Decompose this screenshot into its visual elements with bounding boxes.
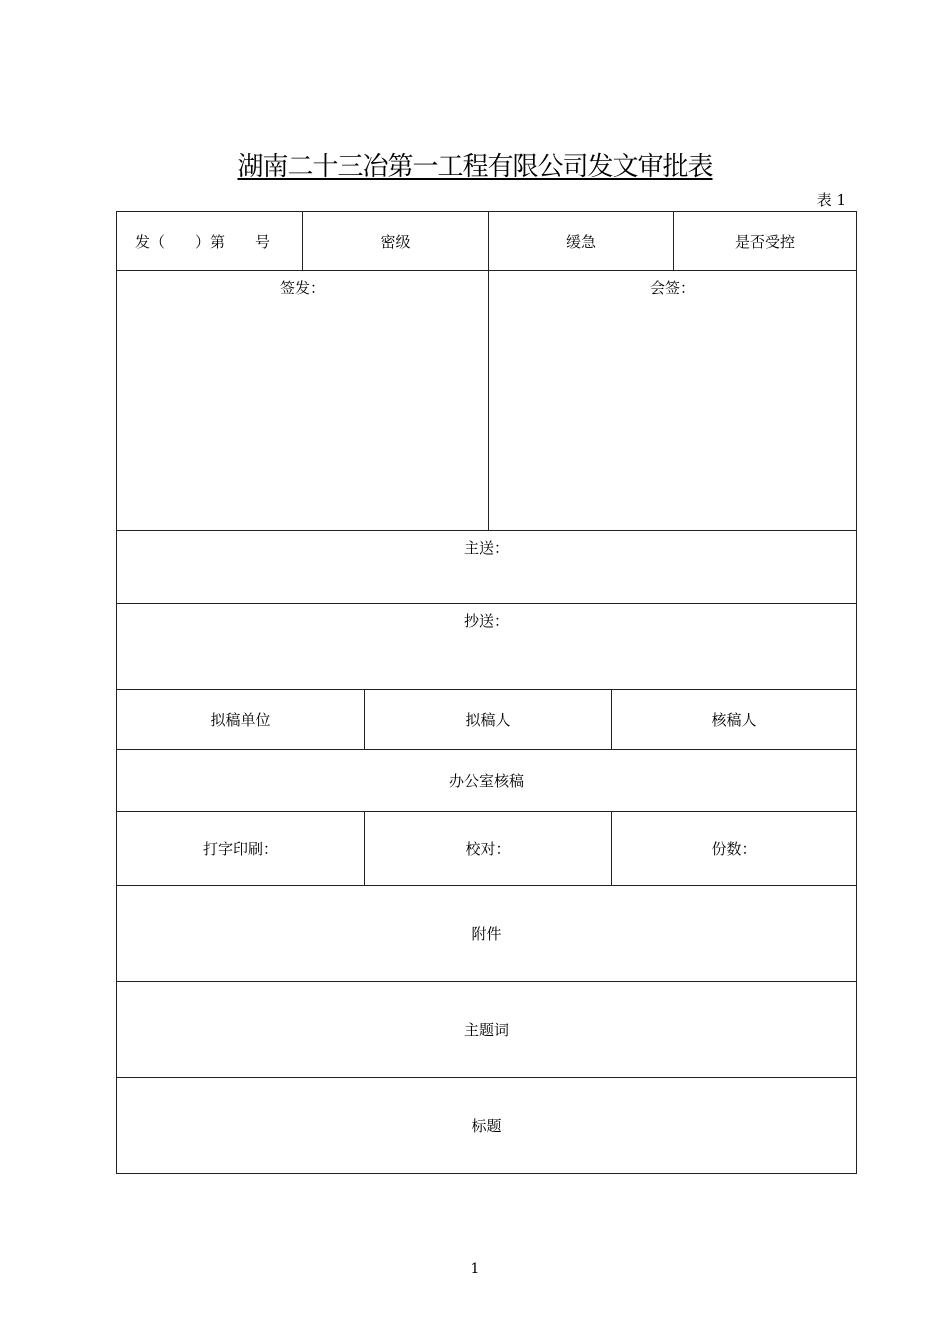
draft-row: [116, 690, 857, 750]
typing-cell[interactable]: 打字印刷：: [202, 840, 278, 858]
form-title: 湖南二十三冶第一工程有限公司发文审批表: [237, 152, 713, 182]
doc-number-cell[interactable]: 发（ ）第 号: [135, 232, 271, 251]
classification-cell[interactable]: 密级: [302, 212, 488, 270]
page-number: 1: [470, 1261, 480, 1277]
keywords-row: [116, 982, 857, 1078]
keywords-cell[interactable]: 主题词: [463, 1021, 509, 1039]
attachments-cell[interactable]: 附件: [471, 925, 502, 943]
main-recipient-row: [116, 531, 857, 604]
office-review-cell[interactable]: 办公室核稿: [448, 772, 524, 790]
print-row: [116, 812, 857, 886]
drafter-cell[interactable]: 拟稿人: [364, 690, 611, 749]
approval-form: [116, 211, 857, 1174]
header-row: [116, 211, 857, 271]
countersign-cell[interactable]: 会签：: [488, 271, 856, 530]
main-recipient-cell[interactable]: 主送：: [463, 539, 509, 557]
drafting-unit-cell[interactable]: 拟稿单位: [210, 711, 271, 729]
issue-cell[interactable]: 签发：: [279, 279, 325, 297]
proofread-cell[interactable]: 校对：: [364, 812, 611, 885]
reviewer-cell[interactable]: 核稿人: [611, 690, 856, 749]
office-review-row: [116, 750, 857, 812]
cc-cell[interactable]: 抄送：: [463, 612, 509, 630]
cc-row: [116, 604, 857, 690]
attachments-row: [116, 886, 857, 982]
sign-row: [116, 271, 857, 531]
copies-cell[interactable]: 份数：: [611, 812, 856, 885]
subject-row: [116, 1078, 857, 1174]
urgency-cell[interactable]: 缓急: [488, 212, 673, 270]
controlled-cell[interactable]: 是否受控: [673, 212, 856, 270]
table-label: 表 1: [816, 191, 846, 209]
subject-cell[interactable]: 标题: [471, 1117, 502, 1135]
